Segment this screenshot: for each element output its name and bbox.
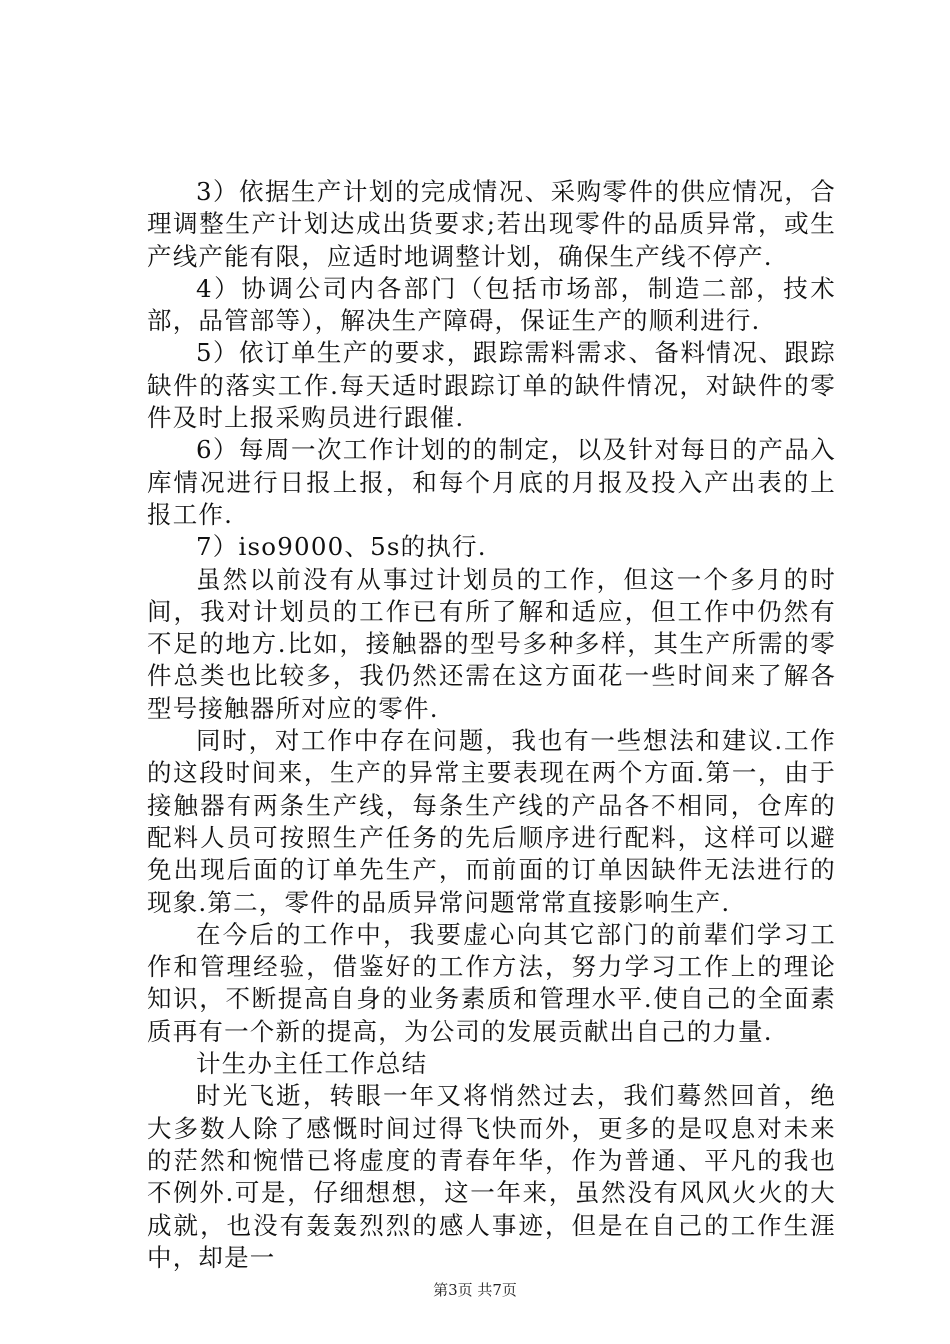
paragraph-item-7: 7）iso9000、5s的执行. bbox=[196, 532, 487, 562]
section-heading: 计生办主任工作总结 bbox=[196, 1049, 428, 1079]
paragraph-item-5: 5）依订单生产的要求，跟踪需料需求、备料情况、跟踪缺件的落实工作.每天适时跟踪订单的缺件情况，对缺件的零件及时上报采购员进行跟催. bbox=[147, 338, 836, 433]
paragraph-future-plans: 在今后的工作中，我要虚心向其它部门的前辈们学习工作和管理经验，借鉴好的工作方法，努力学习工作上的理论知识，不断提高自身的业务素质和管理水平.使自己的全面素质再有一个新的提高，为公司的发展贡献出自己的力量. bbox=[147, 919, 836, 1046]
paragraph-item-4: 4）协调公司内各部门（包括市场部，制造二部，技术部，品管部等），解决生产障碍，保证生产的顺利进行. bbox=[147, 273, 836, 336]
paragraph-year-review: 时光飞逝，转眼一年又将悄然过去，我们蓦然回首，绝大多数人除了感慨时间过得飞快而外，更多的是叹息对未来的茫然和惋惜已将虚度的青春年华，作为普通、平凡的我也不例外.可是，仔细想想，这一年来，虽然没有风风火火的大成就，也没有轰轰烈烈的感人事迹，但是在自己的工作生涯中，却是一 bbox=[147, 1081, 836, 1272]
document-body bbox=[147, 176, 836, 1274]
paragraph-self-assessment: 虽然以前没有从事过计划员的工作，但这一个多月的时间，我对计划员的工作已有所了解和适应，但工作中仍然有不足的地方.比如，接触器的型号多种多样，其生产所需的零件总类也比较多，我仍然还需在这方面花一些时间来了解各型号接触器所对应的零件. bbox=[147, 564, 836, 723]
paragraph-suggestions: 同时，对工作中存在问题，我也有一些想法和建议.工作的这段时间来，生产的异常主要表现在两个方面.第一，由于接触器有两条生产线，每条生产线的产品各不相同，仓库的配料人员可按照生产任务的先后顺序进行配料，这样可以避免出现后面的订单先生产，而前面的订单因缺件无法进行的现象.第二，零件的品质异常问题常常直接影响生产. bbox=[147, 726, 836, 917]
paragraph-item-3: 3）依据生产计划的完成情况、采购零件的供应情况，合理调整生产计划达成出货要求;若出现零件的品质异常，或生产线产能有限，应适时地调整计划，确保生产线不停产. bbox=[147, 177, 836, 271]
paragraph-item-6: 6）每周一次工作计划的的制定，以及针对每日的产品入库情况进行日报上报，和每个月底的月报及投入产出表的上报工作. bbox=[147, 435, 836, 529]
page-number-footer: 第3页 共7页 bbox=[433, 1281, 517, 1299]
